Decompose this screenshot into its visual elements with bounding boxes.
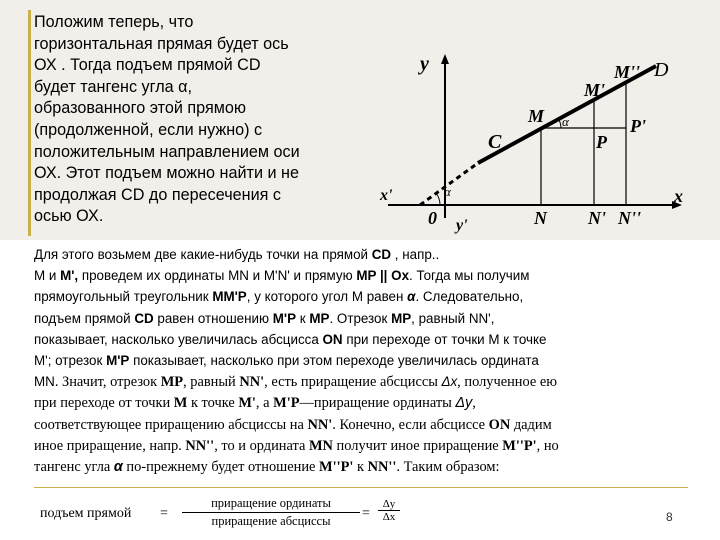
text-run: и bbox=[248, 268, 264, 284]
text-run: равен bbox=[362, 289, 408, 305]
formula-denominator: приращение абсциссы bbox=[211, 514, 331, 528]
text-run: равен отношению bbox=[153, 310, 273, 326]
text-run: M' bbox=[238, 395, 256, 412]
text-run: Для этого возьмем две какие-нибудь точки на прямой bbox=[34, 247, 372, 262]
formula-equals-2: = bbox=[362, 506, 370, 521]
label-m2: M'' bbox=[614, 62, 641, 82]
text-run: при переходе от точки bbox=[342, 331, 489, 347]
label-alpha-origin: α bbox=[444, 184, 451, 199]
text-run: , у которого угол bbox=[246, 289, 352, 305]
text-run: CD bbox=[371, 247, 392, 262]
intro-text-block bbox=[34, 12, 379, 228]
text-run: , то и ордината bbox=[214, 437, 309, 454]
text-run: M''P' bbox=[502, 437, 537, 454]
text-run: иное приращение, напр. bbox=[34, 437, 186, 454]
text-run: NN' bbox=[307, 416, 333, 433]
text-run: , bbox=[472, 395, 476, 412]
line-11 bbox=[34, 457, 718, 478]
text-run: и прямую bbox=[289, 268, 357, 284]
text-run: NN'' bbox=[367, 459, 397, 476]
text-run: , напр.. bbox=[391, 247, 440, 262]
text-run: —приращение ординаты bbox=[299, 395, 456, 412]
tangent-diagram bbox=[378, 48, 698, 234]
line-6 bbox=[34, 350, 718, 371]
text-run: M bbox=[34, 268, 46, 284]
line-1 bbox=[34, 244, 718, 265]
text-run: по-прежнему будет отношение bbox=[122, 459, 320, 476]
formula-equals-1: = bbox=[160, 506, 168, 521]
text-run: MP bbox=[391, 310, 412, 326]
text-run: NN' bbox=[239, 374, 265, 391]
text-run: . Таким образом: bbox=[396, 459, 500, 476]
text-run: , bbox=[490, 310, 495, 326]
label-m1: M' bbox=[584, 80, 606, 100]
text-run: . Конечно, если абсциссе bbox=[332, 416, 489, 433]
text-run: подъем прямой bbox=[34, 310, 135, 326]
text-run: M bbox=[351, 289, 363, 305]
formula-delta-y: Δy bbox=[378, 498, 400, 511]
text-run: при переходе от точки bbox=[34, 395, 174, 412]
line-8 bbox=[34, 393, 718, 414]
text-run: , есть приращение абсциссы bbox=[264, 374, 442, 391]
text-run: M'P bbox=[106, 353, 130, 369]
formula-fraction-delta bbox=[378, 498, 400, 523]
text-run: . Отрезок bbox=[329, 310, 392, 326]
line-9 bbox=[34, 415, 718, 436]
text-run: MP bbox=[309, 310, 330, 326]
text-run: к bbox=[296, 310, 310, 326]
text-run: дадим bbox=[510, 416, 552, 433]
text-run: Δy bbox=[455, 395, 473, 412]
text-run: M''P' bbox=[319, 459, 354, 476]
main-paragraph bbox=[34, 244, 718, 478]
formula-numerator: приращение ординаты bbox=[182, 496, 360, 513]
label-x: x bbox=[674, 186, 683, 206]
text-run: и bbox=[45, 268, 61, 284]
text-run: соответствующее приращению абсциссы на bbox=[34, 416, 308, 433]
text-run: к точке bbox=[187, 395, 239, 412]
text-run: MN bbox=[308, 437, 333, 454]
formula-fraction-words bbox=[182, 496, 360, 529]
text-run: M', bbox=[60, 268, 79, 284]
bottom-rule bbox=[34, 487, 688, 488]
text-run: , а bbox=[255, 395, 274, 412]
text-run: получит иное приращение bbox=[332, 437, 503, 454]
line-10 bbox=[34, 436, 718, 457]
formula-lhs: подъем прямой bbox=[40, 506, 132, 521]
text-run: M'N' bbox=[263, 268, 290, 284]
text-run: NN'' bbox=[185, 437, 215, 454]
text-run: Δx bbox=[441, 374, 458, 390]
label-p1: P' bbox=[630, 116, 646, 136]
text-run: , равный bbox=[411, 310, 469, 326]
text-run: показывает, насколько увеличилась абсцисса bbox=[34, 331, 323, 347]
text-run: MN bbox=[228, 268, 249, 284]
label-y: y bbox=[420, 53, 429, 75]
formula-delta-x: Δx bbox=[382, 511, 396, 523]
page-number: 8 bbox=[666, 510, 673, 524]
intro-paragraph: Положим теперь, что горизонтальная прямая будет ось ОХ . Тогда подъем прямой CD будет тангенс угла α, образованного этой прямою (продолженной, если нужно) с положительным направлением оси ОХ. Этот подъем можно найти и не продолжая CD до пересечения с осью ОХ. bbox=[34, 13, 300, 226]
text-run: ON bbox=[488, 416, 511, 433]
label-n1: N' bbox=[588, 208, 606, 228]
line-3 bbox=[34, 286, 718, 307]
text-run: NN' bbox=[468, 310, 491, 326]
text-run: M' bbox=[34, 353, 48, 369]
text-run: ; отрезок bbox=[47, 353, 107, 369]
line-2 bbox=[34, 265, 718, 286]
label-x-prime: x' bbox=[380, 187, 393, 204]
label-n: N bbox=[534, 208, 547, 228]
text-run: MN bbox=[34, 374, 55, 390]
text-run: , но bbox=[536, 437, 559, 454]
y-axis-arrow bbox=[441, 54, 449, 64]
label-origin: 0 bbox=[428, 208, 437, 228]
label-n2: N'' bbox=[618, 208, 642, 228]
text-run: к точке bbox=[499, 331, 547, 347]
label-m: M bbox=[528, 106, 545, 126]
tangent-diagram-svg bbox=[378, 48, 698, 234]
text-run: , полученное ею bbox=[457, 374, 557, 391]
text-run: M'P bbox=[272, 310, 297, 326]
text-run: , равный bbox=[183, 374, 240, 391]
text-run: M bbox=[488, 331, 500, 347]
text-run: . Тогда мы получим bbox=[409, 268, 530, 284]
text-run: прямоугольный треугольник bbox=[34, 289, 213, 305]
text-run: . Следовательно, bbox=[415, 289, 524, 305]
text-run: MP bbox=[160, 374, 184, 391]
accent-bar bbox=[28, 10, 31, 236]
text-run: . Значит, отрезок bbox=[54, 374, 161, 391]
text-run: M'P bbox=[273, 395, 300, 412]
text-run: CD bbox=[134, 310, 154, 326]
label-p: P bbox=[596, 132, 607, 152]
text-run: α bbox=[113, 459, 123, 476]
text-run: MP || Ox bbox=[356, 268, 410, 284]
label-alpha-m: α bbox=[562, 114, 569, 129]
text-run: к bbox=[353, 459, 368, 476]
text-run: показывает, насколько при этом переходе увеличилась ордината bbox=[129, 353, 539, 369]
label-d: D bbox=[654, 59, 669, 81]
text-run: ON bbox=[322, 331, 343, 347]
line-4 bbox=[34, 308, 718, 329]
label-c: C bbox=[488, 131, 502, 153]
text-run: тангенс угла bbox=[34, 459, 114, 476]
text-run: проведем их ординаты bbox=[78, 268, 229, 284]
label-y-prime: y' bbox=[456, 217, 468, 234]
text-run: M bbox=[173, 395, 188, 412]
text-run: MM'P bbox=[212, 289, 247, 305]
line-7 bbox=[34, 371, 718, 393]
text-run: α bbox=[407, 289, 416, 305]
line-5 bbox=[34, 329, 718, 350]
